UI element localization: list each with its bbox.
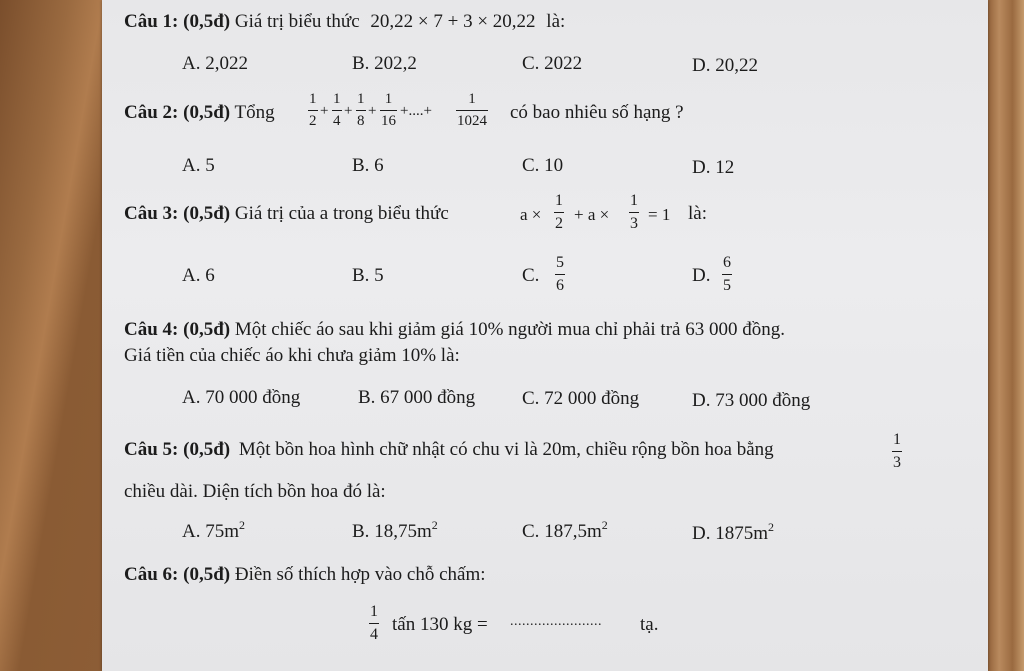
question-1-label: Câu 1: (0,5đ) <box>124 11 231 32</box>
question-6-label: Câu 6: (0,5đ) <box>124 564 231 585</box>
q2-fraction-3: $\frac{1}{8}$ <box>357 91 365 129</box>
q3-option-c-prefix: C. <box>522 265 540 286</box>
q4-option-a: A. 70 000 đồng <box>182 387 301 408</box>
q2-plus-1: + <box>320 103 329 119</box>
question-2-label-line <box>124 103 275 122</box>
q3-expr-c: = 1 <box>648 205 671 224</box>
question-3-line <box>124 204 449 223</box>
question-3-label: Câu 3: (0,5đ) <box>124 203 231 224</box>
question-5-label: Câu 5: (0,5đ) <box>124 439 231 460</box>
q2-fraction-5: $\frac{1}{1024}$ <box>457 91 487 129</box>
q3-expr-a: a × <box>520 205 542 224</box>
q3-fraction-2: $\frac{1}{3}$ <box>630 192 638 232</box>
q6-expression: tấn 130 kg = <box>392 614 488 635</box>
q4-option-c: C. 72 000 đồng <box>522 388 640 409</box>
q3-expr-b: + a × <box>574 205 610 224</box>
question-1 <box>124 12 565 31</box>
q1-option-d: D. 20,22 <box>692 55 758 76</box>
q4-option-b: B. 67 000 đồng <box>358 387 476 408</box>
q4-option-d: D. 73 000 đồng <box>692 390 811 411</box>
question-3-text: Giá trị của a trong biểu thức <box>234 203 449 224</box>
q2-option-a: A. 5 <box>182 155 215 176</box>
question-4-text: Một chiếc áo sau khi giảm giá 10% người mua chỉ phải trả 63 000 đồng. <box>234 319 785 340</box>
q2-option-b: B. 6 <box>352 155 384 176</box>
question-1-end: là: <box>546 11 566 32</box>
q2-plus-3: + <box>368 103 377 119</box>
q3-option-a: A. 6 <box>182 265 215 286</box>
q2-plus-2: + <box>344 103 353 119</box>
q3-option-d-prefix: D. <box>692 265 711 286</box>
q1-option-b: B. 202,2 <box>352 53 417 74</box>
q6-fraction: $\frac{1}{4}$ <box>370 603 378 643</box>
wooden-table-edge <box>986 0 1024 671</box>
q6-end: tạ. <box>640 614 659 635</box>
q5-option-d: D. $1875m^2$ <box>692 520 775 544</box>
question-4-line-2: Giá tiền của chiếc áo khi chưa giảm 10% là: <box>124 345 460 366</box>
q3-option-c-fraction: $\frac{5}{6}$ <box>556 254 564 294</box>
question-1-text: Giá trị biểu thức <box>234 11 360 32</box>
question-4-line-1 <box>124 320 785 339</box>
question-5-text: Một bồn hoa hình chữ nhật có chu vi là 20m, chiều rộng bồn hoa bằng <box>238 439 774 460</box>
q2-fraction-2: $\frac{1}{4}$ <box>333 91 341 129</box>
question-1-expression: 20,22 × 7 + 3 × 20,22 <box>370 11 536 32</box>
question-2-label: Câu 2: (0,5đ) <box>124 102 231 123</box>
q6-answer-blank[interactable]: ....................... <box>510 614 602 629</box>
q3-option-b: B. 5 <box>352 265 384 286</box>
q5-option-a: A. $75m^2$ <box>182 518 246 542</box>
question-2-end: có bao nhiêu số hạng ? <box>510 102 684 123</box>
q5-fraction: $\frac{1}{3}$ <box>893 431 901 471</box>
exam-paper <box>102 0 988 671</box>
q1-option-c: C. 2022 <box>522 53 583 74</box>
q3-fraction-1: $\frac{1}{2}$ <box>555 192 563 232</box>
q5-option-c: C. $187,5m^2$ <box>522 518 608 542</box>
q3-option-d-fraction: $\frac{6}{5}$ <box>723 254 731 294</box>
q2-fraction-4: $\frac{1}{16}$ <box>381 91 396 129</box>
q2-option-d: D. 12 <box>692 157 735 178</box>
question-6-text: Điền số thích hợp vào chỗ chấm: <box>234 564 486 585</box>
q2-fraction-1: $\frac{1}{2}$ <box>309 91 317 129</box>
q2-option-c: C. 10 <box>522 155 564 176</box>
question-5-line-2: chiều dài. Diện tích bồn hoa đó là: <box>124 481 386 502</box>
q1-option-a: A. 2,022 <box>182 53 248 74</box>
q5-option-b: B. $18,75m^2$ <box>352 518 438 542</box>
question-4-label: Câu 4: (0,5đ) <box>124 319 231 340</box>
q2-ellipsis: +....+ <box>400 103 432 119</box>
question-2-text: Tổng <box>234 102 275 123</box>
question-3-end: là: <box>688 203 707 224</box>
question-6-line <box>124 565 486 584</box>
question-5-line-1 <box>124 440 774 459</box>
